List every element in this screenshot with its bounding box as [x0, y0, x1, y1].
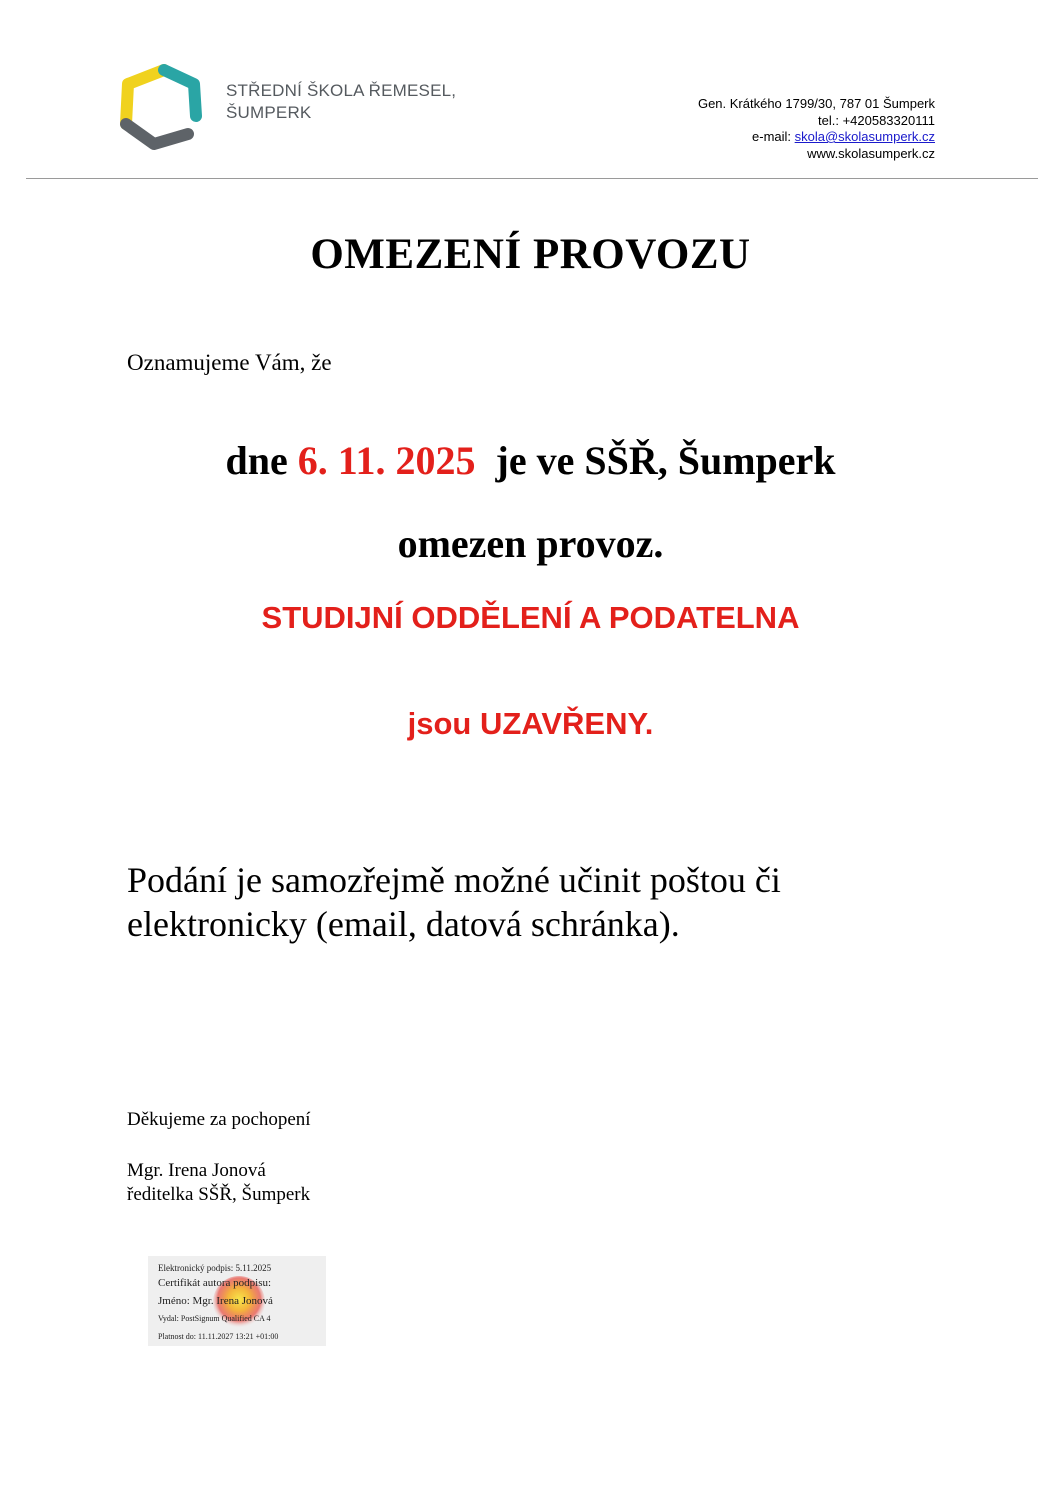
- notice-intro: Oznamujeme Vám, že: [127, 350, 332, 375]
- signature-issuer: Vydal: PostSignum Qualified CA 4: [158, 1314, 271, 1323]
- logo-yellow-stroke: [126, 70, 164, 124]
- submission-line2: elektronicky (email, datová schránka).: [127, 904, 680, 944]
- closed-state: jsou UZAVŘENY.: [407, 706, 654, 741]
- address: Gen. Krátkého 1799/30, 787 01 Šumperk: [697, 96, 935, 111]
- contact-block: [698, 96, 935, 162]
- signer-name: Mgr. Irena Jonová: [127, 1160, 266, 1181]
- signer-block: [127, 1159, 310, 1207]
- date-suffix: je ve SŠŘ, Šumperk: [475, 438, 836, 483]
- email-link[interactable]: skola@skolasumperk.cz: [794, 129, 935, 144]
- email-label: e-mail:: [752, 129, 795, 144]
- signature-details: [158, 1262, 278, 1346]
- logo-gray-stroke: [126, 124, 188, 144]
- header-divider: [26, 178, 1038, 179]
- notice-title: OMEZENÍ PROVOZU: [310, 231, 751, 278]
- logo-teal-stroke: [164, 70, 196, 116]
- email-row: [698, 129, 935, 146]
- school-name: [226, 80, 456, 124]
- signature-cert-label: Certifikát autora podpisu:: [158, 1277, 272, 1289]
- signature-validity: Platnost do: 11.11.2027 13:21 +01:00: [158, 1332, 279, 1341]
- phone: tel.: +420583320111: [818, 112, 935, 128]
- school-name-line1: STŘEDNÍ ŠKOLA ŘEMESEL,: [226, 81, 457, 100]
- school-logo-icon: [116, 60, 206, 152]
- restriction-text: omezen provoz.: [397, 521, 664, 566]
- closed-departments: STUDIJNÍ ODDĚLENÍ A PODATELNA: [261, 600, 800, 635]
- submission-info: [127, 858, 947, 946]
- date-prefix: dne: [225, 438, 298, 483]
- date-line: [0, 437, 1061, 484]
- website: www.skolasumperk.cz: [807, 145, 935, 161]
- notice-date: 6. 11. 2025: [297, 438, 476, 483]
- electronic-signature-box: [148, 1256, 326, 1346]
- signature-date: Elektronický podpis: 5.11.2025: [158, 1263, 272, 1273]
- signer-title: ředitelka SŠŘ, Šumperk: [127, 1184, 311, 1205]
- submission-line1: Podání je samozřejmě možné učinit poštou či: [127, 860, 781, 900]
- thanks-text: Děkujeme za pochopení: [127, 1109, 311, 1130]
- school-name-line2: ŠUMPERK: [226, 103, 312, 122]
- signature-name: Jméno: Mgr. Irena Jonová: [158, 1295, 273, 1307]
